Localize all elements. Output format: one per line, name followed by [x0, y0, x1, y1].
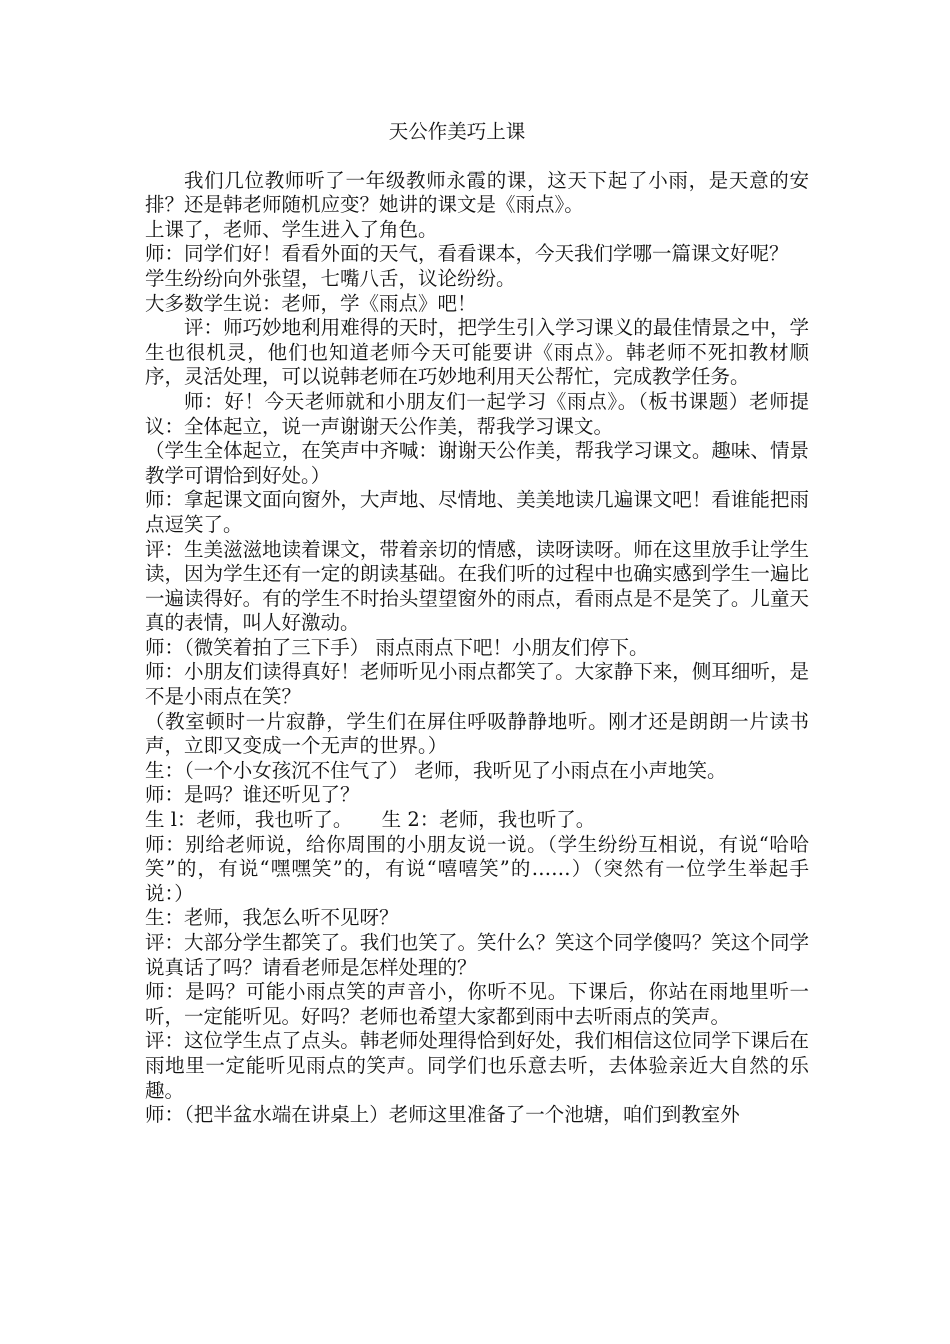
paragraph: 师：别给老师说，给你周围的小朋友说一说。（学生纷纷互相说，有说“哈哈笑”的，有说“嘿嘿笑”的，有说“嘻嘻笑”的……）（突然有一位学生举起手说：） [145, 832, 809, 905]
paragraph: 师：好！今天老师就和小朋友们一起学习《雨点》。（板书课题）老师提议：全体起立，说一声谢谢天公作美，帮我学习课文。 [145, 389, 809, 438]
paragraph: 师：小朋友们读得真好！老师听见小雨点都笑了。大家静下来，侧耳细听，是不是小雨点在笑？ [145, 660, 809, 709]
paragraph: 师：拿起课文面向窗外，大声地、尽情地、美美地读几遍课文吧！看谁能把雨点逗笑了。 [145, 488, 809, 536]
paragraph: 师：（把半盆水端在讲桌上）老师这里准备了一个池塘，咱们到教室外 [145, 1103, 740, 1127]
paragraph: 学生纷纷向外张望，七嘴八舌，议论纷纷。 [145, 266, 516, 290]
paragraph: 师：（微笑着拍了三下手） 雨点雨点下吧！小朋友们停下。 [145, 635, 649, 659]
paragraph: 生 l：老师，我也听了。 生 2：老师，我也听了。 [145, 808, 596, 832]
paragraph: 生：（一个小女孩沉不住气了） 老师，我听见了小雨点在小声地笑。 [145, 758, 727, 782]
paragraph: 师：是吗？可能小雨点笑的声音小，你听不见。下课后，你站在雨地里听一听，一定能听见。好吗？老师也希望大家都到雨中去听雨点的笑声。 [145, 980, 809, 1028]
paragraph: 大多数学生说：老师，学《雨点》吧！ [145, 291, 477, 315]
paragraph: （教室顿时一片寂静，学生们在屏住呼吸静静地听。刚才还是朗朗一片读书声，立即又变成一个无声的世界。） [145, 709, 809, 758]
paragraph: 上课了，老师、学生进入了角色。 [145, 217, 438, 241]
paragraph: 评：大部分学生都笑了。我们也笑了。笑什么？笑这个同学傻吗？笑这个同学说真话了吗？请看老师是怎样处理的？ [145, 931, 809, 979]
paragraph: 评：这位学生点了点头。韩老师处理得恰到好处，我们相信这位同学下课后在雨地里一定能听见雨点的笑声。同学们也乐意去听，去体验亲近大自然的乐趣。 [145, 1029, 809, 1102]
paragraph: 评：生美滋滋地读着课文，带着亲切的情感，读呀读呀。师在这里放手让学生读，因为学生还有一定的朗读基础。在我们听的过程中也确实感到学生一遍比一遍读得好。有的学生不时抬头望望窗外的雨点，看雨点是不是笑了。儿童天真的表情，叫人好激动。 [145, 537, 809, 635]
paragraph: （学生全体起立，在笑声中齐喊：谢谢天公作美，帮我学习课文。趣味、情景教学可谓恰到好处。） [145, 439, 809, 487]
document-title: 天公作美巧上课 [388, 120, 526, 143]
paragraph: 评：师巧妙地利用难得的天时，把学生引入学习课义的最佳情景之中，学生也很机灵，他们也知道老师今天可能要讲《雨点》。韩老师不死扣教材顺序，灵活处理，可以说韩老师在巧妙地利用天公帮忙，完成教学任务。 [145, 316, 809, 389]
paragraph: 师：同学们好！看看外面的天气，看看课本，今天我们学哪一篇课文好呢？ [145, 242, 789, 266]
document-page [145, 120, 809, 1128]
paragraph: 我们几位教师听了一年级教师永霞的课，这天下起了小雨，是天意的安排？还是韩老师随机应变？她讲的课文是《雨点》。 [145, 168, 809, 217]
paragraph: 生：老师，我怎么听不见呀？ [145, 906, 399, 930]
paragraph: 师：是吗？谁还听见了？ [145, 783, 360, 807]
document-body [145, 169, 809, 1128]
